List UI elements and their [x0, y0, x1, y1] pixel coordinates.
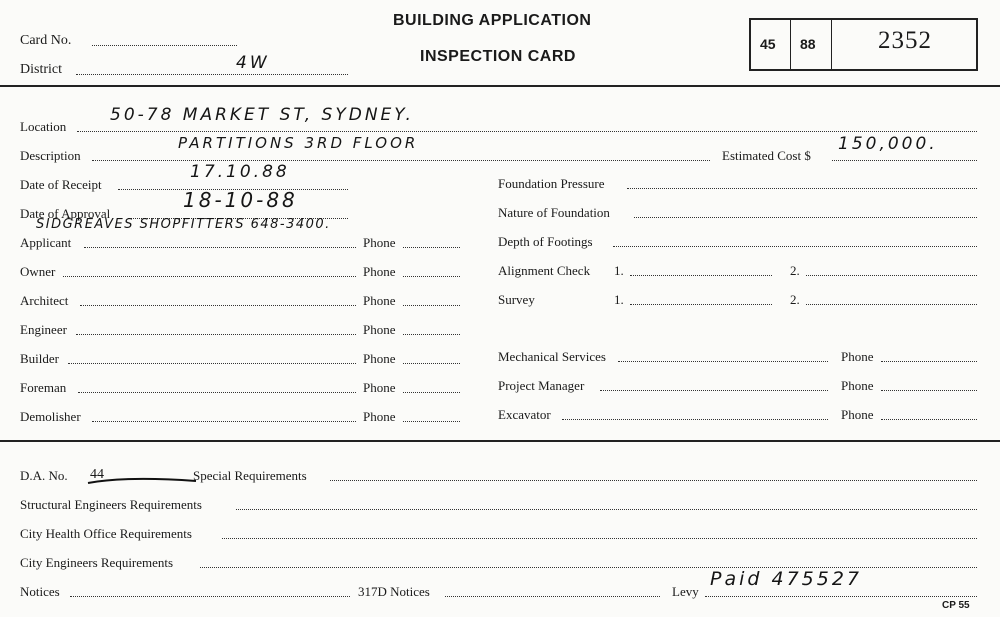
levy-label: Levy	[672, 584, 699, 599]
district-value: 4W	[236, 53, 270, 73]
district-line	[76, 74, 348, 75]
mechanical-phone-label: Phone	[841, 349, 874, 364]
survey-line-1	[630, 304, 772, 305]
title-line-2: INSPECTION CARD	[420, 48, 576, 65]
engineer-phone-label: Phone	[363, 322, 396, 337]
alignment-check-label: Alignment Check	[498, 263, 591, 278]
location-value: 50-78 MARKET ST, SYDNEY.	[110, 105, 414, 125]
architect-phone-line	[403, 305, 460, 306]
applicant-value: SIDGREAVES SHOPFITTERS 648-3400.	[36, 217, 331, 232]
excavator-line	[562, 419, 828, 420]
structural-line	[236, 509, 977, 510]
alignment-line-1	[630, 275, 772, 276]
card-no-label: Card No.	[20, 33, 72, 48]
date-approval-label: Date of Approval	[20, 206, 111, 221]
demolisher-phone-line	[403, 421, 460, 422]
date-receipt-value: 17.10.88	[190, 162, 290, 182]
foreman-label: Foreman	[20, 380, 67, 395]
builder-phone-line	[403, 363, 460, 364]
excavator-label: Excavator	[498, 407, 551, 422]
owner-phone-line	[403, 276, 460, 277]
da-no-value: 44	[90, 467, 104, 482]
levy-value: Paid 475527	[710, 568, 863, 590]
builder-label: Builder	[20, 351, 59, 366]
da-no-underline	[86, 474, 206, 488]
survey-num-2: 2.	[790, 292, 800, 307]
excavator-phone-line	[881, 419, 977, 420]
box-divider-1	[790, 20, 791, 69]
demolisher-line	[92, 421, 356, 422]
district-label: District	[20, 62, 62, 77]
city-health-label: City Health Office Requirements	[20, 526, 192, 541]
builder-phone-label: Phone	[363, 351, 396, 366]
owner-line	[63, 276, 356, 277]
levy-line	[705, 596, 977, 597]
structural-label: Structural Engineers Requirements	[20, 497, 202, 512]
builder-line	[68, 363, 356, 364]
excavator-phone-label: Phone	[841, 407, 874, 422]
form-code: CP 55	[942, 600, 970, 611]
notices-317d-line	[445, 596, 660, 597]
box-a: 45	[760, 36, 776, 52]
section-rule	[0, 440, 1000, 442]
foreman-phone-line	[403, 392, 460, 393]
architect-line	[80, 305, 356, 306]
engineer-phone-line	[403, 334, 460, 335]
nature-foundation-label: Nature of Foundation	[498, 205, 610, 220]
foundation-pressure-line	[627, 188, 977, 189]
applicant-line	[84, 247, 356, 248]
date-receipt-label: Date of Receipt	[20, 177, 102, 192]
estimated-cost-label: Estimated Cost $	[722, 148, 811, 163]
demolisher-phone-label: Phone	[363, 409, 396, 424]
description-line	[92, 160, 710, 161]
applicant-label: Applicant	[20, 235, 72, 250]
nature-foundation-line	[634, 217, 977, 218]
estimated-cost-line	[832, 160, 977, 161]
date-approval-value: 18-10-88	[183, 188, 298, 212]
location-line	[77, 131, 977, 132]
city-engineers-label: City Engineers Requirements	[20, 555, 174, 570]
mechanical-services-label: Mechanical Services	[498, 349, 606, 364]
architect-phone-label: Phone	[363, 293, 396, 308]
da-no-label: D.A. No.	[20, 468, 68, 483]
engineer-line	[76, 334, 356, 335]
special-req-line	[330, 480, 977, 481]
header-rule	[0, 85, 1000, 87]
foreman-phone-label: Phone	[363, 380, 396, 395]
location-label: Location	[20, 119, 67, 134]
special-req-label: Special Requirements	[193, 468, 307, 483]
survey-num-1: 1.	[614, 292, 624, 307]
owner-label: Owner	[20, 264, 56, 279]
project-manager-phone-line	[881, 390, 977, 391]
demolisher-label: Demolisher	[20, 409, 81, 424]
survey-line-2	[806, 304, 977, 305]
estimated-cost-value: 150,000.	[838, 134, 938, 154]
title-line-1: BUILDING APPLICATION	[393, 12, 592, 29]
box-divider-2	[831, 20, 832, 69]
applicant-phone-line	[403, 247, 460, 248]
project-manager-phone-label: Phone	[841, 378, 874, 393]
notices-line	[70, 596, 350, 597]
depth-footings-line	[613, 246, 977, 247]
description-label: Description	[20, 148, 81, 163]
card-number-box	[749, 18, 978, 71]
alignment-num-2: 2.	[790, 263, 800, 278]
mechanical-services-line	[618, 361, 828, 362]
owner-phone-label: Phone	[363, 264, 396, 279]
foreman-line	[78, 392, 356, 393]
foundation-pressure-label: Foundation Pressure	[498, 176, 605, 191]
survey-label: Survey	[498, 292, 535, 307]
applicant-phone-label: Phone	[363, 235, 396, 250]
architect-label: Architect	[20, 293, 69, 308]
notices-label: Notices	[20, 584, 60, 599]
description-value: PARTITIONS 3RD FLOOR	[178, 134, 419, 152]
mechanical-phone-line	[881, 361, 977, 362]
city-health-line	[222, 538, 977, 539]
alignment-line-2	[806, 275, 977, 276]
card-number: 2352	[878, 27, 932, 54]
engineer-label: Engineer	[20, 322, 67, 337]
card-no-line	[92, 45, 237, 46]
alignment-num-1: 1.	[614, 263, 624, 278]
project-manager-line	[600, 390, 828, 391]
box-b: 88	[800, 36, 816, 52]
notices-317d-label: 317D Notices	[358, 584, 430, 599]
project-manager-label: Project Manager	[498, 378, 585, 393]
depth-footings-label: Depth of Footings	[498, 234, 593, 249]
